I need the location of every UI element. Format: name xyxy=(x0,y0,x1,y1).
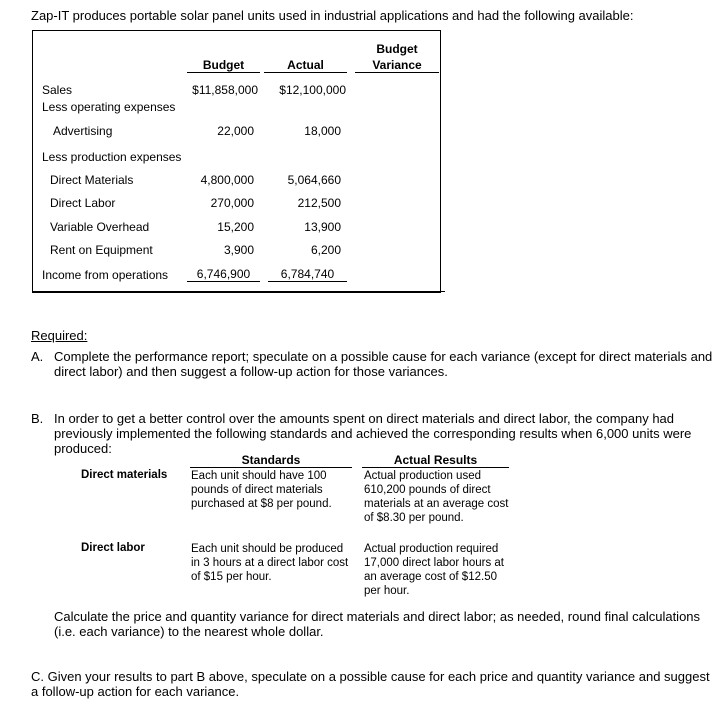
income-actual: 6,784,740 xyxy=(268,267,347,282)
sales-budget: $11,858,000 xyxy=(192,83,258,97)
direct-labor-budget: 270,000 xyxy=(210,196,254,210)
less-production-label: Less production expenses xyxy=(42,150,182,164)
direct-labor-label: Direct Labor xyxy=(50,196,116,210)
sales-actual: $12,100,000 xyxy=(279,83,346,97)
standards-header: Standards xyxy=(190,453,352,468)
rent-budget: 3,900 xyxy=(223,243,254,257)
income-label: Income from operations xyxy=(42,268,169,282)
advertising-actual: 18,000 xyxy=(304,124,341,138)
direct-materials-budget: 4,800,000 xyxy=(200,173,254,187)
less-operating-label: Less operating expenses xyxy=(42,100,176,114)
part-b-text: In order to get a better control over the amounts spent on direct materials and direct labor, the company had previously implemented the following standards and achieved the corresponding results when 6,000 units were produced: xyxy=(54,411,692,456)
actual-results-header: Actual Results xyxy=(362,453,509,468)
direct-materials-label: Direct Materials xyxy=(50,173,134,187)
advertising-budget: 22,000 xyxy=(217,124,254,138)
dm-row-label: Direct materials xyxy=(81,469,168,481)
dm-standard: Each unit should have 100 pounds of direct materials purchased at $8 per pound. xyxy=(191,470,332,510)
rent-actual: 6,200 xyxy=(310,243,341,257)
direct-materials-actual: 5,064,660 xyxy=(287,173,341,187)
required-title: Required: xyxy=(31,328,88,343)
variance-header-line1: Budget xyxy=(376,42,418,56)
advertising-label: Advertising xyxy=(53,124,113,138)
income-budget: 6,746,900 xyxy=(187,267,260,282)
variance-header-line2: Variance xyxy=(355,58,439,73)
dl-standard: Each unit should be produced in 3 hours at a direct labor cost of $15 per hour. xyxy=(191,543,349,583)
part-c-text: C. Given your results to part B above, speculate on a possible cause for each price and quantity variance and suggest a follow-up action for each variance. xyxy=(31,669,710,699)
intro-text: Zap-IT produces portable solar panel units used in industrial applications and had the following available: xyxy=(31,8,634,23)
variable-overhead-actual: 13,900 xyxy=(304,220,341,234)
part-a-text: Complete the performance report; speculate on a possible cause for each variance (except for direct materials and direct labor) and then suggest a follow-up action for those variances. xyxy=(54,349,713,379)
part-b-marker: B. xyxy=(31,411,44,426)
dl-actual: Actual production required 17,000 direct labor hours at an average cost of $12.50 per hour. xyxy=(364,543,505,597)
budget-header: Budget xyxy=(187,58,260,73)
variable-overhead-budget: 15,200 xyxy=(217,220,254,234)
direct-labor-actual: 212,500 xyxy=(297,196,341,210)
dm-actual: Actual production used 610,200 pounds of direct materials at an average cost of $8.30 per pound. xyxy=(364,470,509,524)
variable-overhead-label: Variable Overhead xyxy=(50,220,150,234)
dl-row-label: Direct labor xyxy=(81,542,145,554)
rent-label: Rent on Equipment xyxy=(50,243,153,257)
part-b-calc: Calculate the price and quantity variance for direct materials and direct labor; as needed, round final calculations (i.e. each variance) to the nearest whole dollar. xyxy=(54,609,701,639)
part-a-marker: A. xyxy=(31,349,44,364)
report-double-border xyxy=(32,291,445,292)
actual-header: Actual xyxy=(264,58,347,73)
sales-label: Sales xyxy=(42,83,73,97)
